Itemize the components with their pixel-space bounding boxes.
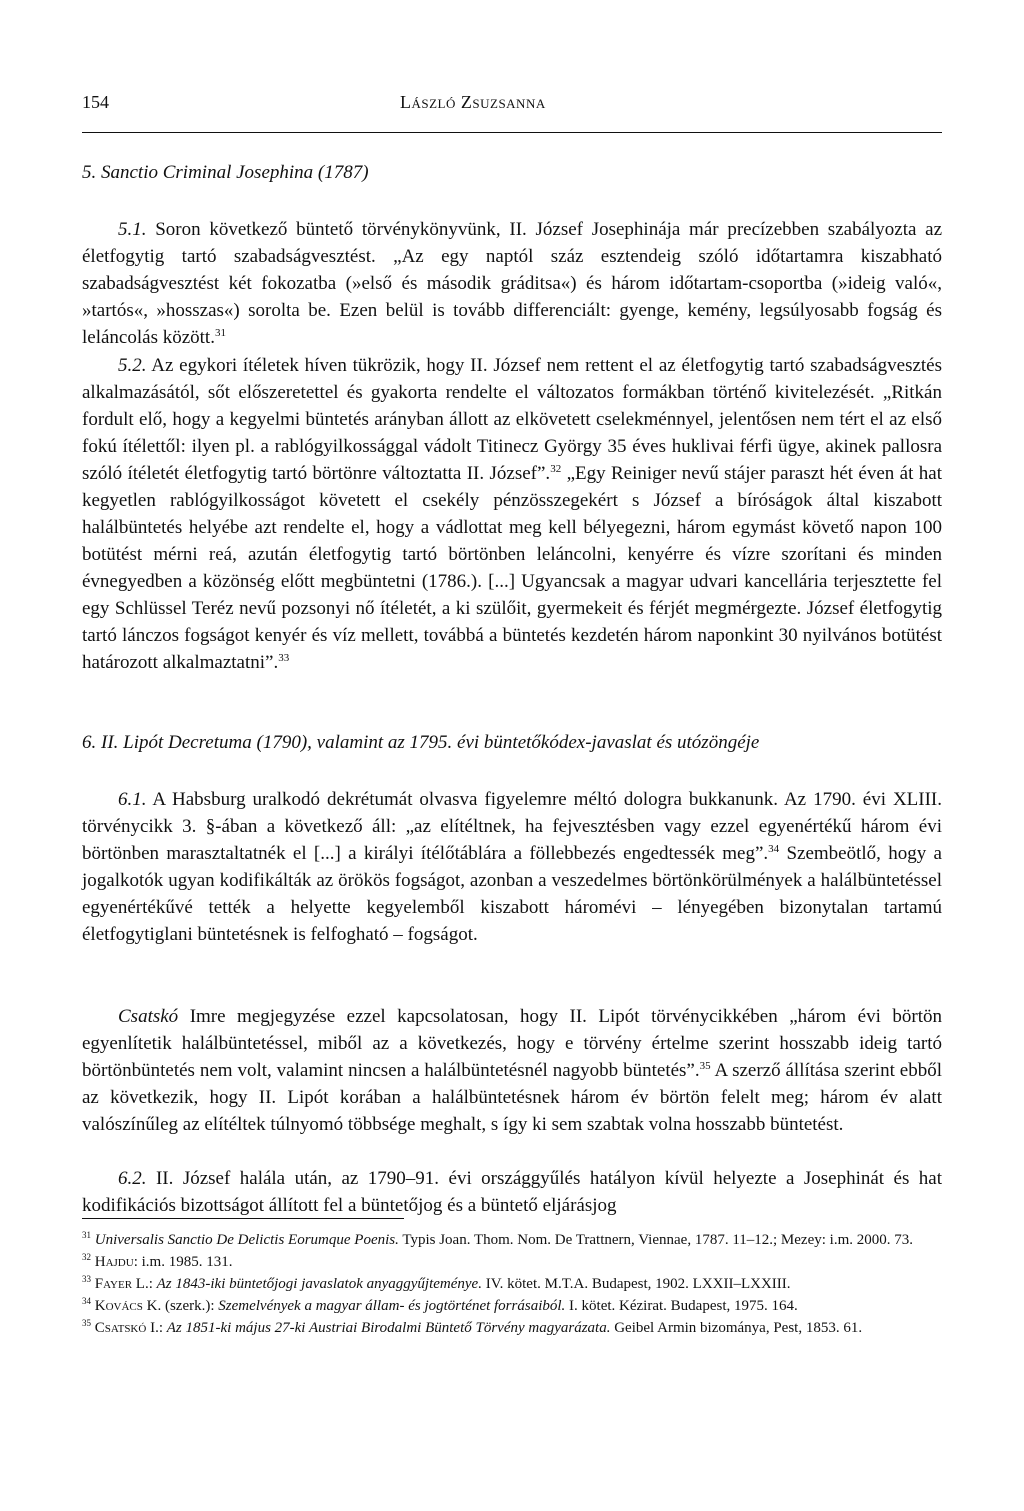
footnote-author-initial: K. (szerk.): <box>142 1298 219 1314</box>
paragraph-text: Soron következő büntető törvénykönyvünk, II. József Josephinája már precízebben szabályozta az életfogytig tartó szabadságvesztést. „Az egy naptól száz esztendeig szóló időtartamra kiszabható szabadságvesztést két fokozatba (»első és második gráditsa«) és három időtartam-csoportba (»ideig való«, »tartós«, »hosszas«) sorolta be. Ezen belül is tovább differenciált: gyenge, kemény, legsúlyosabb fogság és leláncolás között. <box>82 219 943 348</box>
page-header <box>82 92 942 120</box>
paragraph-5-2 <box>82 352 942 676</box>
running-head: László Zsuzsanna <box>400 92 546 112</box>
paragraph-6-1 <box>82 786 942 948</box>
paragraph-text: Szembeötlő, hogy a jogalkotók ugyan kodifikálták az örökös fogságot, azonban a veszedelmes börtönkörülmények a halálbüntetéssel egyenértékűvé tették a helyette kegyelemből kiszabott háromévi – lényegében bizonytalan tartamú életfogytiglani büntetésnek is felfogható – fogságot. <box>82 843 942 945</box>
footnote-text: Geibel Armin bizománya, Pest, 1853. 61. <box>610 1320 863 1336</box>
footnote-ref-34[interactable]: 34 <box>768 843 780 855</box>
footnote-31 <box>82 1230 942 1251</box>
footnote-title: Az 1843-iki büntetőjogi javaslatok anyaggyűjteménye. <box>156 1276 482 1292</box>
footnote-number: 31 <box>82 1230 91 1240</box>
footnote-ref-33[interactable]: 33 <box>278 652 290 664</box>
footnote-author-initial: L.: <box>132 1276 157 1292</box>
footnote-32 <box>82 1252 942 1273</box>
footnote-author-initial: I.: <box>146 1320 167 1336</box>
footnote-text: I. kötet. Kézirat. Budapest, 1975. 164. <box>565 1298 798 1314</box>
footnote-ref-32[interactable]: 32 <box>550 463 562 475</box>
footnote-ref-35[interactable]: 35 <box>699 1060 711 1072</box>
header-rule <box>82 132 942 133</box>
footnote-number: 35 <box>82 1318 91 1328</box>
footnotes <box>82 1230 942 1340</box>
paragraph-text: Imre megjegyzése ezzel kapcsolatosan, hogy II. Lipót törvénycikkében „három évi börtön egyenlítetik halálbüntetéssel, miből az a következés, hogy e törvény értelme szerint hosszabb ideig tartó börtönbüntetés nem volt, valamint nincsen a halálbüntetésnél nagyobb büntetés”. <box>82 1006 942 1081</box>
footnote-34 <box>82 1296 942 1317</box>
footnote-author: Kovács <box>94 1298 143 1314</box>
paragraph-number: 6.1. <box>118 789 147 810</box>
footnote-35 <box>82 1318 942 1339</box>
paragraph-number: 5.2. <box>118 355 147 376</box>
paragraph-number: 6.2. <box>118 1168 147 1189</box>
footnote-number: 34 <box>82 1296 91 1306</box>
section-5-heading: 5. Sanctio Criminal Josephina (1787) <box>82 162 369 183</box>
footnote-title: Universalis Sanctio De Delictis Eorumque Poenis. <box>94 1232 399 1248</box>
page-number: 154 <box>82 92 109 112</box>
paragraph-6-1-continued <box>82 1003 942 1138</box>
paragraph-text: A Habsburg uralkodó dekrétumát olvasva figyelemre méltó dologra bukkanunk. Az 1790. évi XLIII. törvénycikk 3. §-ában a következő áll: „az elítéltnek, ha fejvesztésben vagy ezzel egyenértékű három évi börtönben marasztaltatnék el [...] a királyi ítélőtáblára a föllebbezés engedtessék meg”. <box>82 789 942 864</box>
footnote-number: 32 <box>82 1252 91 1262</box>
author-name: Csatskó <box>118 1006 179 1027</box>
footnote-33 <box>82 1274 942 1295</box>
footnote-rule <box>82 1218 404 1219</box>
footnote-number: 33 <box>82 1274 91 1284</box>
footnote-author: Csatskó <box>94 1320 147 1336</box>
footnote-title: Az 1851-ki május 27-ki Austriai Birodalmi Büntető Törvény magyarázata. <box>166 1320 611 1336</box>
footnote-ref-31[interactable]: 31 <box>214 327 226 339</box>
paragraph-number: 5.1. <box>118 219 147 240</box>
footnote-author: Hajdu <box>94 1254 134 1270</box>
footnote-author: Fayer <box>94 1276 133 1292</box>
paragraph-6-2 <box>82 1165 942 1219</box>
section-6-heading: 6. II. Lipót Decretuma (1790), valamint az 1795. évi büntetőkódex-javaslat és utózöngéje <box>82 732 760 753</box>
footnote-title: Szemelvények a magyar állam- és jogtörténet forrásaiból. <box>218 1298 566 1314</box>
paragraph-5-1 <box>82 216 942 351</box>
footnote-text: Typis Joan. Thom. Nom. De Trattnern, Viennae, 1787. 11–12.; Mezey: i.m. 2000. 73. <box>398 1232 913 1248</box>
paragraph-text: „Egy Reiniger nevű stájer paraszt hét éven át hat kegyetlen rablógyilkosságot követett el csekély pénzösszegekért s József a bíróságok által kiszabott halálbüntetés helyébe azt rendelte el, hogy a vádlottat meg kell bélyegezni, három egymást követő napon 100 botütést mérni reá, azután életfogytig tartó börtönben leláncolni, kenyérre és vízre szorítani és minden évnegyedben a közönség előtt megbüntetni (1786.). [...] Ugyancsak a magyar udvari kancellária terjesztette fel egy Schlüssel Teréz nevű pozsonyi nő ítéletét, a ki szülőit, gyermekeit és férjét megmérgezte. József életfogytig tartó lánczos fogságot kenyér és víz mellett, továbbá a büntetés kezdetén három naponkint 30 nyilvános botütést határozott alkalmaztatni”. <box>82 463 942 673</box>
paragraph-text: A szerző állítása szerint ebből az következik, hogy II. Lipót korában a halálbüntetésnek három év börtön felelt meg; három év alatt valószínűleg az elítéltek túlnyomó többsége meghalt, s így ki sem szabtak volna hosszabb büntetést. <box>82 1060 942 1135</box>
footnote-text: : i.m. 1985. 131. <box>133 1254 233 1270</box>
paragraph-text: Az egykori ítéletek híven tükrözik, hogy II. József nem rettent el az életfogytig tartó szabadságvesztés alkalmazásától, sőt előszeretettel és gyakorta rendelte el változatos formákban történő kivitelezését. „Ritkán fordult elő, hogy a kegyelmi büntetés arányban állott az elkövetett cselekménnyel, jelentősen nem tért el az első fokú ítélettől: ilyen pl. a rablógyilkossággal vádolt Titinecz György 35 éves huklivai férfi ügye, akinek pallosra szóló ítéletét életfogytig tartó börtönre változtatta II. József”. <box>82 355 943 484</box>
footnote-text: IV. kötet. M.T.A. Budapest, 1902. LXXII–LXXIII. <box>481 1276 791 1292</box>
paragraph-text: II. József halála után, az 1790–91. évi országgyűlés hatályon kívül helyezte a Josephinát és hat kodifikációs bizottságot állított fel a büntetőjog és a büntető eljárásjog <box>82 1168 943 1216</box>
